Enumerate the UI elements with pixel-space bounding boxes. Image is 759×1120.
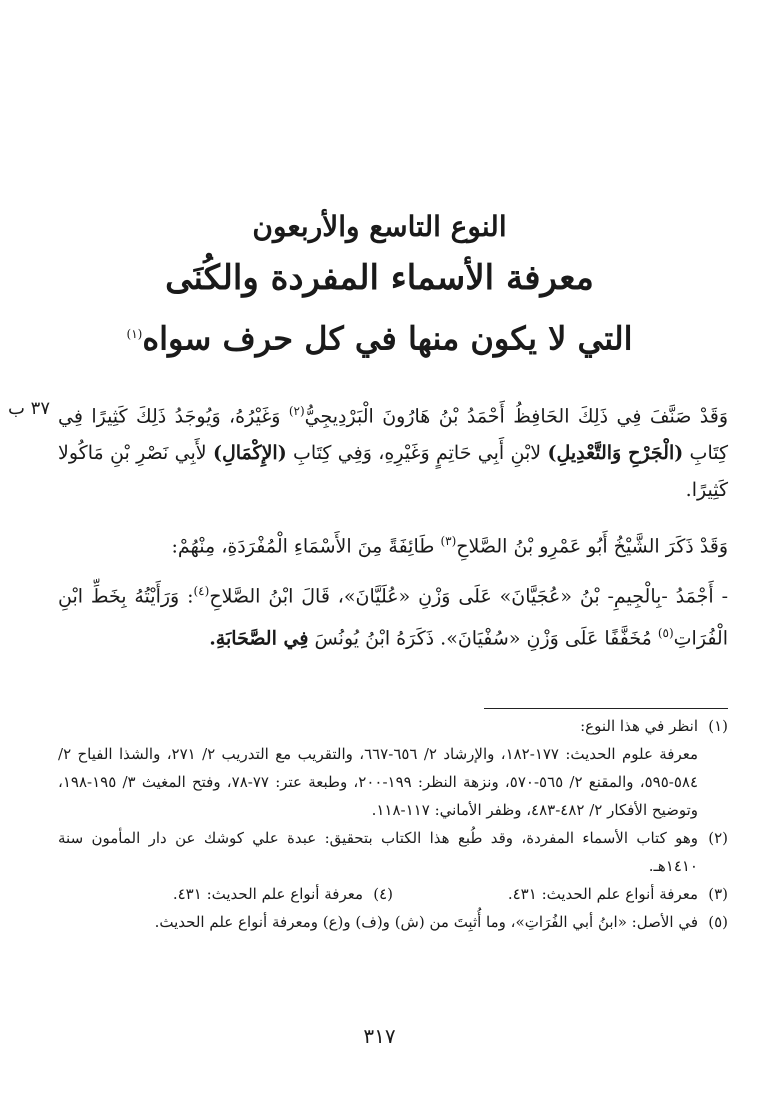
footnotes-3-4 bbox=[58, 880, 728, 908]
chapter-main-title: معرفة الأسماء المفردة والكُنَى bbox=[165, 258, 594, 298]
footnote-1 bbox=[58, 712, 728, 740]
footnote-text: في الأصل: «ابنُ أبي الفُرَاتِ»، وما أُثبِتَ من (ش) و(ف) و(ع) ومعرفة أنواع علم الحديث. bbox=[154, 913, 698, 931]
manuscript-folio-reference: ٣٧ ب bbox=[8, 398, 51, 419]
body-paragraph-2: وَقَدْ ذَكَرَ الشَّيْخُ أَبُو عَمْرِو بْنُ الصَّلاحِ$^{(٣)}$ طَائِفَةً مِنَ الأَسْمَاءِ الْمُفْرَدَةِ، مِنْهُمْ: bbox=[171, 534, 728, 558]
footnote-marker: (٥) bbox=[657, 626, 674, 641]
chapter-number-title: النوع التاسع والأربعون bbox=[252, 210, 507, 243]
footnote-1-sources: معرفة علوم الحديث: ١٧٧-١٨٢، والإرشاد ٢/ ٦٥٦-٦٦٧، والتقريب مع التدريب ٢/ ٢٧١، والشذا الفياح ٢/ ٥٨٤-٥٩٥، والمقنع ٢/ ٥٦٥-٥٧٠، ونزهة النظر: ١٩٩-٢٠٠، وطبعة عتر: ٧٧-٧٨، وفتح المغيث ٣/ ١٩٥-١٩٨، وتوضيح الأفكار ٢/ ٤٨٢-٤٨٣، وظفر الأماني: ١١٧-١١٨. bbox=[58, 745, 699, 819]
footnotes bbox=[58, 712, 728, 936]
footnote-marker: (١) bbox=[126, 327, 143, 341]
footnote-text: انظر في هذا النوع: bbox=[580, 717, 698, 735]
footnote-5 bbox=[58, 908, 728, 936]
book-title: (الْجَرْحِ وَالتَّعْدِيلِ) bbox=[547, 442, 684, 465]
body-paragraph-1: وَقَدْ صَنَّفَ فِي ذَلِكَ الحَافِظُ أَحْمَدُ بْنُ هَارُونَ الْبَرْدِيجِيُّ$^{(٢)}$ وَغَيْرُهُ، وَيُوجَدُ ذَلِكَ كَثِيرًا فِي كِتَابِ (الْجَرْحِ وَالتَّعْدِيلِ) لابْنِ أَبِي حَاتِمٍ وَغَيْرِهِ، وَفِي كِتَابِ (الإِكْمَالِ) لأَبِي نَصْرِ بْنِ مَاكُولا كَثِيرًا. bbox=[58, 404, 729, 502]
book-title: (الإِكْمَالِ) bbox=[212, 442, 287, 465]
footnote-text: معرفة أنواع علم الحديث: ٤٣١. bbox=[507, 885, 698, 903]
footnote-marker: (٤) bbox=[193, 584, 210, 598]
footnote-divider bbox=[484, 708, 728, 709]
footnote-2 bbox=[58, 824, 728, 880]
chapter-heading bbox=[80, 205, 679, 366]
chapter-subtitle: التي لا يكون منها في كل حرف سواه$^{(١)}$ bbox=[126, 319, 633, 358]
footnote-number: (٥) bbox=[708, 913, 728, 931]
footnote-marker: (٢) bbox=[288, 404, 305, 418]
footnote-number: (٤) bbox=[373, 885, 393, 903]
footnote-3 bbox=[393, 880, 728, 908]
footnote-number: (١) bbox=[708, 717, 728, 735]
footnote-text: وهو كتاب الأسماء المفردة، وقد طُبع هذا الكتاب بتحقيق: عبدة علي كوشك عن دار المأمون سنة ١٤١٠هـ. bbox=[58, 829, 698, 875]
footnote-text: معرفة أنواع علم الحديث: ٤٣١. bbox=[172, 885, 363, 903]
footnote-4 bbox=[58, 880, 393, 908]
page-number: ٣١٧ bbox=[363, 1024, 396, 1048]
emphasized-text: فِي الصَّحَابَةِ. bbox=[209, 627, 309, 650]
footnote-marker: (٣) bbox=[440, 534, 457, 548]
footnote-number: (٣) bbox=[708, 885, 728, 903]
footnote-number: (٢) bbox=[708, 829, 728, 847]
body-paragraph-3: - أَجْمَدُ -بِالْجِيمِ- بْنُ «عُجَيَّانَ» عَلَى وَزْنِ «عُلَيَّانَ»، قَالَ ابْنُ الصَّلاحِ$^{(٤)}$: وَرَأَيْتُهُ بِخَطِّ ابْنِ الْفُرَاتِ$^{(٥)}$ مُخَفَّفًا عَلَى وَزْنِ «سُفْيَانَ». ذَكَرَهُ ابْنُ يُونُسَ فِي الصَّحَابَةِ. bbox=[58, 584, 728, 650]
